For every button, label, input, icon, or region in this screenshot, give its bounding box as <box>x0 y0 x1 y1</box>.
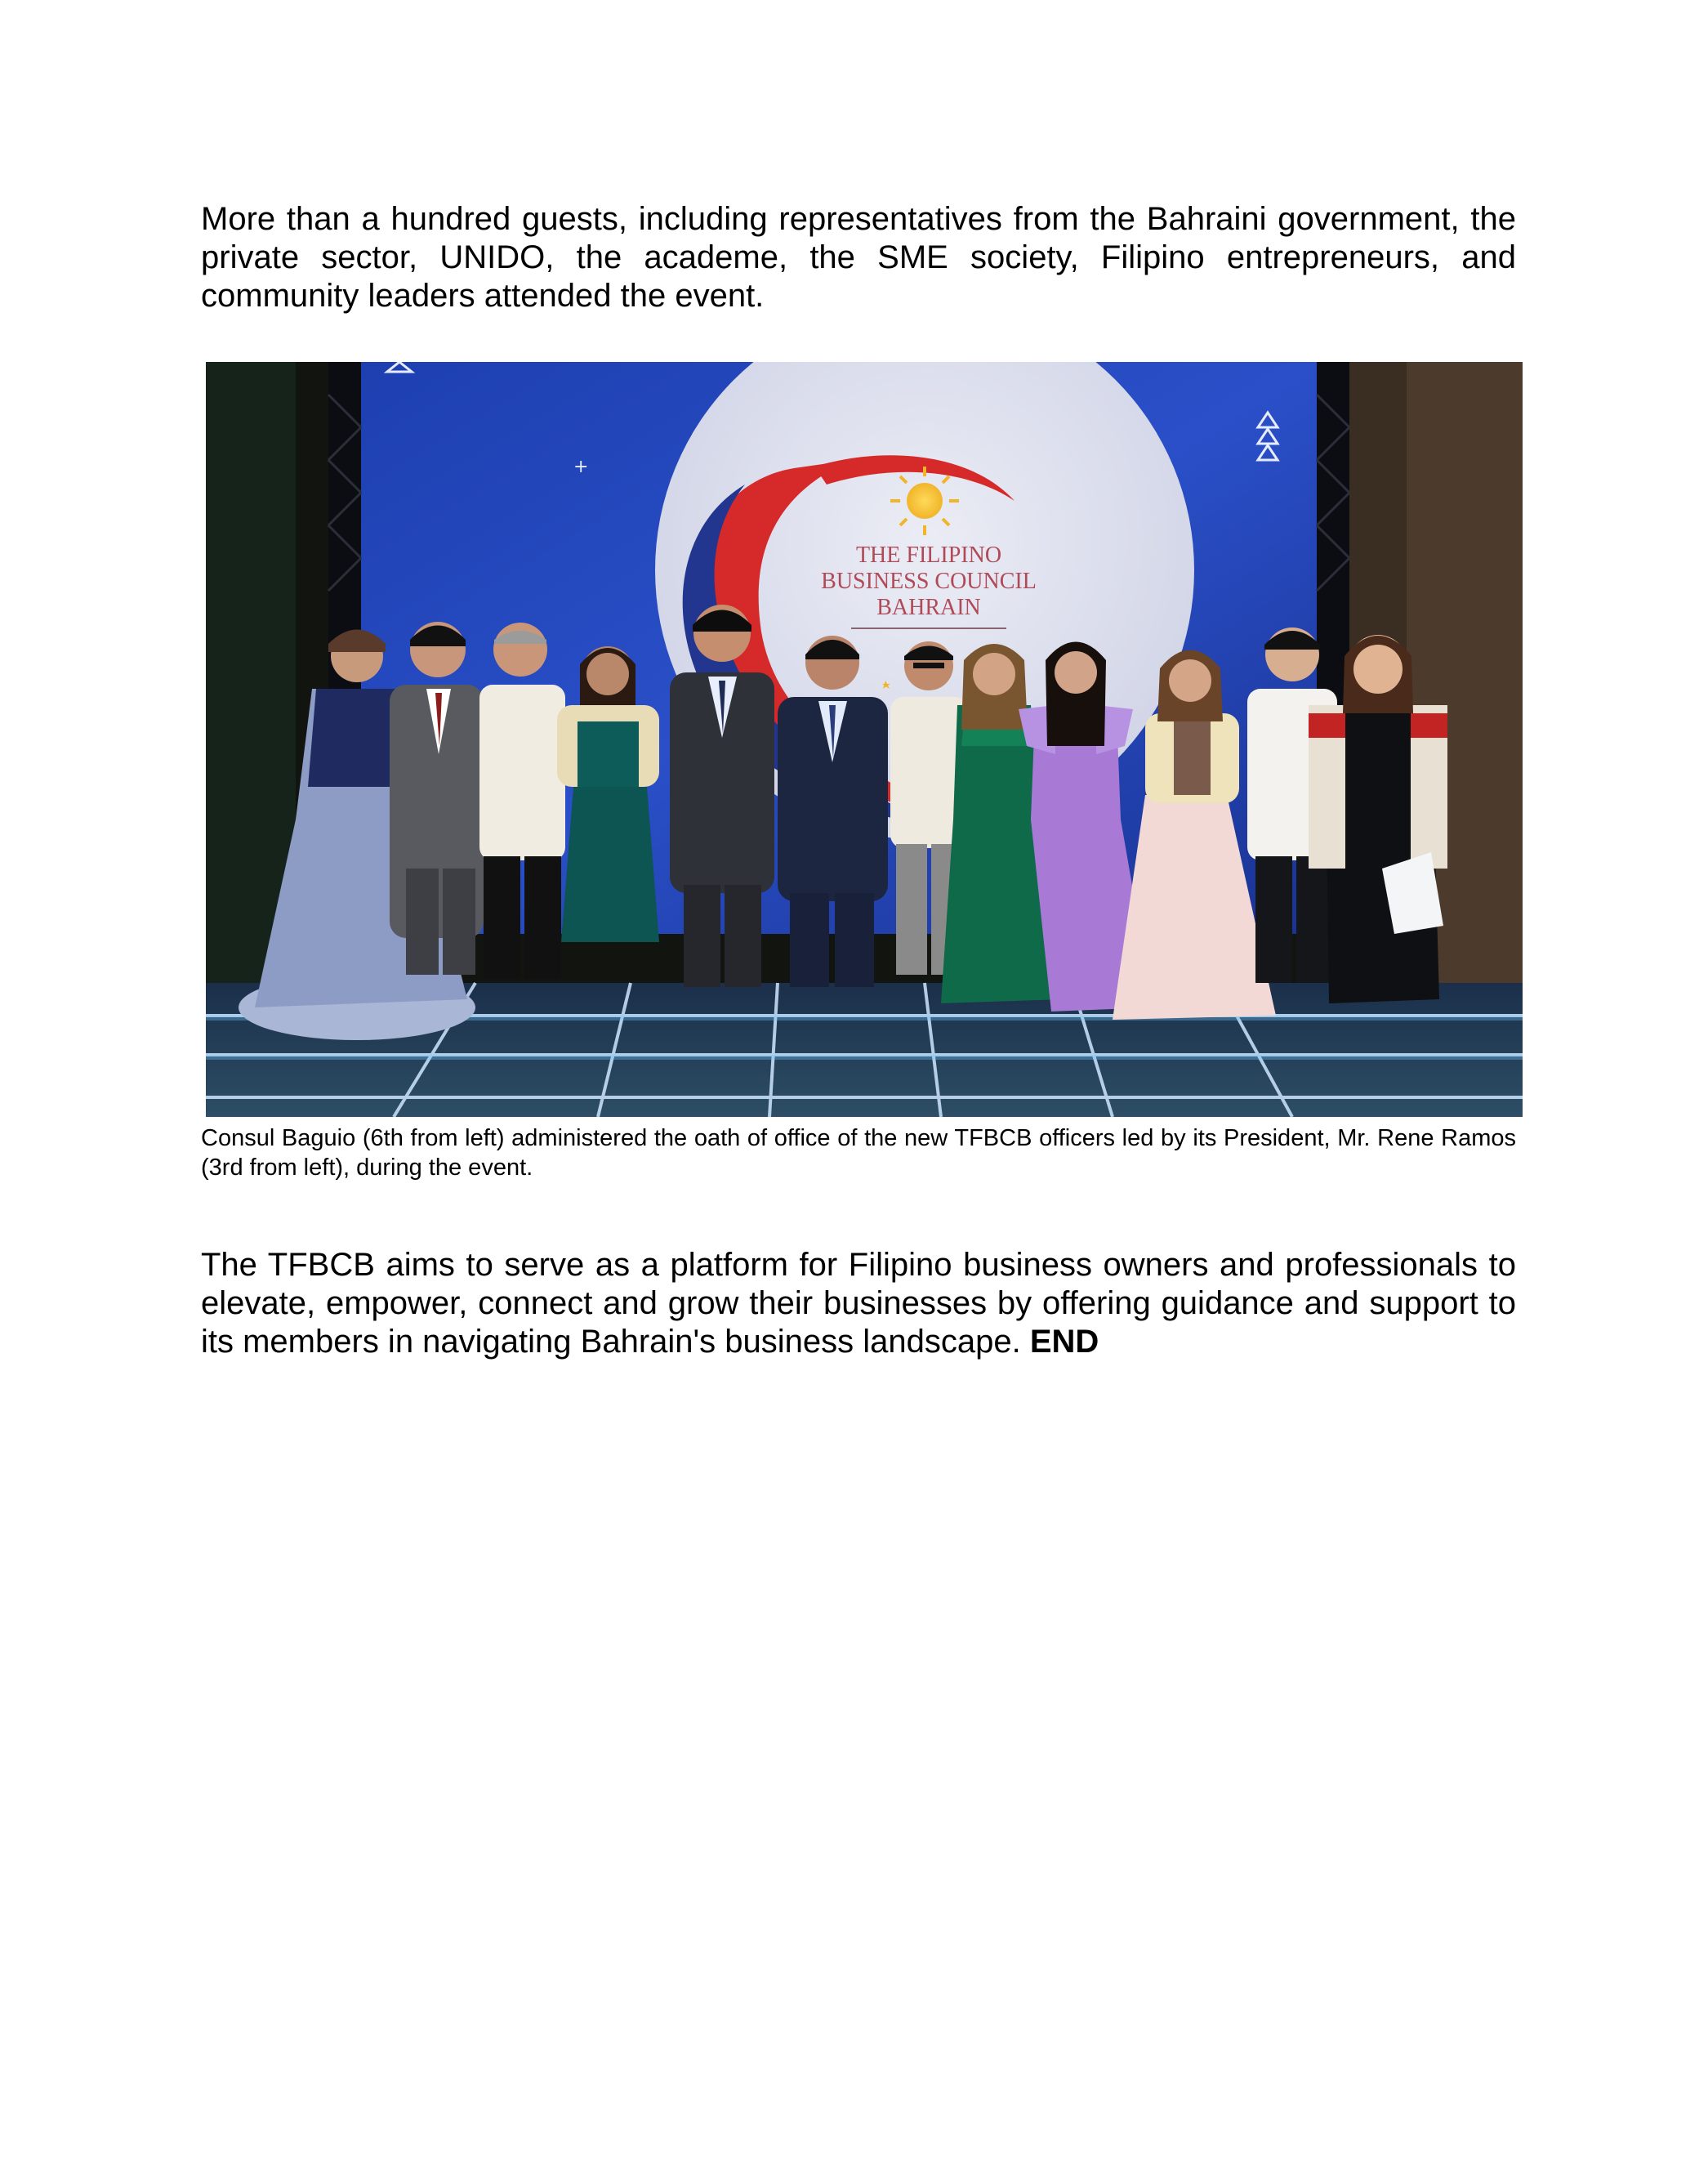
logo-text-2: BUSINESS COUNCIL <box>821 569 1037 594</box>
end-mark: END <box>1029 1324 1099 1360</box>
logo-text-3: BAHRAIN <box>876 595 981 620</box>
logo-text-1: THE FILIPINO <box>855 543 1002 568</box>
event-photo <box>206 362 1523 1117</box>
paragraph-tfbcb-aims-text: The TFBCB aims to serve as a platform for Filipino business owners and professionals to elevate, empower, connect and grow their businesses by offering guidance and support to its members in navigating Bahrain's business landscape. <box>201 1247 1516 1360</box>
svg-text:+: + <box>573 457 589 477</box>
paragraph-tfbcb-aims <box>201 1246 1516 1361</box>
paragraph-guests: More than a hundred guests, including representatives from the Bahraini government, the private sector, UNIDO, the academe, the SME society, Filipino entrepreneurs, and community leaders attended the event. <box>201 201 1516 314</box>
photo-caption: Consul Baguio (6th from left) administered the oath of office of the new TFBCB officers led by its President, Mr. Rene Ramos (3rd from left), during the event. <box>201 1125 1516 1181</box>
event-photo-illustration <box>206 362 1523 1117</box>
